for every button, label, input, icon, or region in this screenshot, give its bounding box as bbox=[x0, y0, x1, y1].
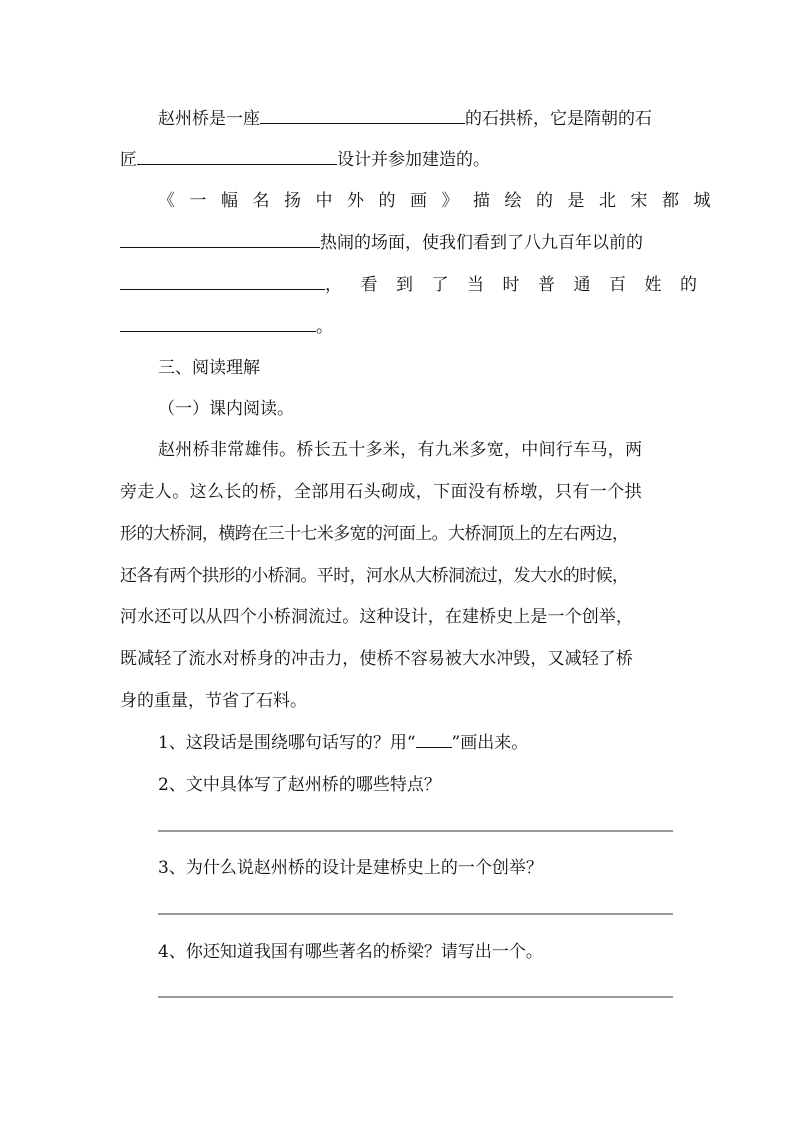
passage-line: 身的重量，节省了石料。 bbox=[120, 691, 307, 711]
fill-text: 赵州桥是一座 bbox=[158, 109, 260, 129]
answer-line[interactable] bbox=[158, 830, 673, 832]
answer-line[interactable] bbox=[158, 913, 673, 915]
passage-line: 河水还可以从四个小桥洞流过。这种设计，在建桥史上是一个创举， bbox=[120, 607, 633, 627]
fill-text: 热闹的场面，使我们看到了八九百年以前的 bbox=[320, 233, 643, 253]
fill-line-1 bbox=[158, 106, 652, 131]
answer-blank[interactable] bbox=[120, 314, 316, 332]
fill-line-5 bbox=[120, 272, 716, 297]
fill-text: ，看到了当时普通百姓的 bbox=[325, 275, 716, 295]
fill-line-4 bbox=[120, 230, 643, 255]
question-4: 4、你还知道我国有哪些著名的桥梁？请写出一个。 bbox=[158, 942, 543, 962]
fill-text: 设计并参加建造的。 bbox=[337, 150, 490, 170]
passage-line: 还各有两个拱形的小桥洞。平时，河水从大桥洞流过，发大水的时候， bbox=[120, 566, 629, 586]
passage-line: 既减轻了流水对桥身的冲击力，使桥不容易被大水冲毁，又减轻了桥 bbox=[120, 649, 633, 669]
answer-blank[interactable] bbox=[120, 230, 320, 248]
fill-text: 匠 bbox=[120, 150, 137, 170]
underline-sample bbox=[416, 733, 452, 748]
question-3: 3、为什么说赵州桥的设计是建桥史上的一个创举？ bbox=[158, 858, 543, 878]
answer-blank[interactable] bbox=[137, 147, 337, 165]
section-title: 三、阅读理解 bbox=[158, 358, 260, 378]
question-text: 1、这段话是围绕哪句话写的？用“ bbox=[158, 733, 416, 753]
question-text: ”画出来。 bbox=[451, 733, 529, 753]
passage-line: 形的大桥洞，横跨在三十七米多宽的河面上。大桥洞顶上的左右两边， bbox=[120, 524, 629, 544]
answer-blank[interactable] bbox=[260, 106, 465, 124]
question-1 bbox=[158, 731, 528, 755]
fill-line-2 bbox=[120, 147, 490, 172]
passage-line: 旁走人。这么长的桥，全部用石头砌成，下面没有桥墩，只有一个拱 bbox=[120, 482, 642, 502]
fill-text: 《一幅名扬中外的画》描绘的是北宋都城 bbox=[158, 191, 725, 211]
section-subtitle: （一）课内阅读。 bbox=[158, 399, 294, 419]
answer-blank[interactable] bbox=[120, 272, 325, 290]
question-2: 2、文中具体写了赵州桥的哪些特点？ bbox=[158, 775, 441, 795]
fill-text: 的石拱桥，它是隋朝的石 bbox=[465, 109, 652, 129]
fill-line-6 bbox=[120, 314, 333, 339]
fill-text: 。 bbox=[316, 317, 333, 337]
fill-line-3 bbox=[158, 189, 725, 213]
passage-line: 赵州桥非常雄伟。桥长五十多米，有九米多宽，中间行车马，两 bbox=[158, 440, 643, 460]
answer-line[interactable] bbox=[158, 996, 673, 998]
